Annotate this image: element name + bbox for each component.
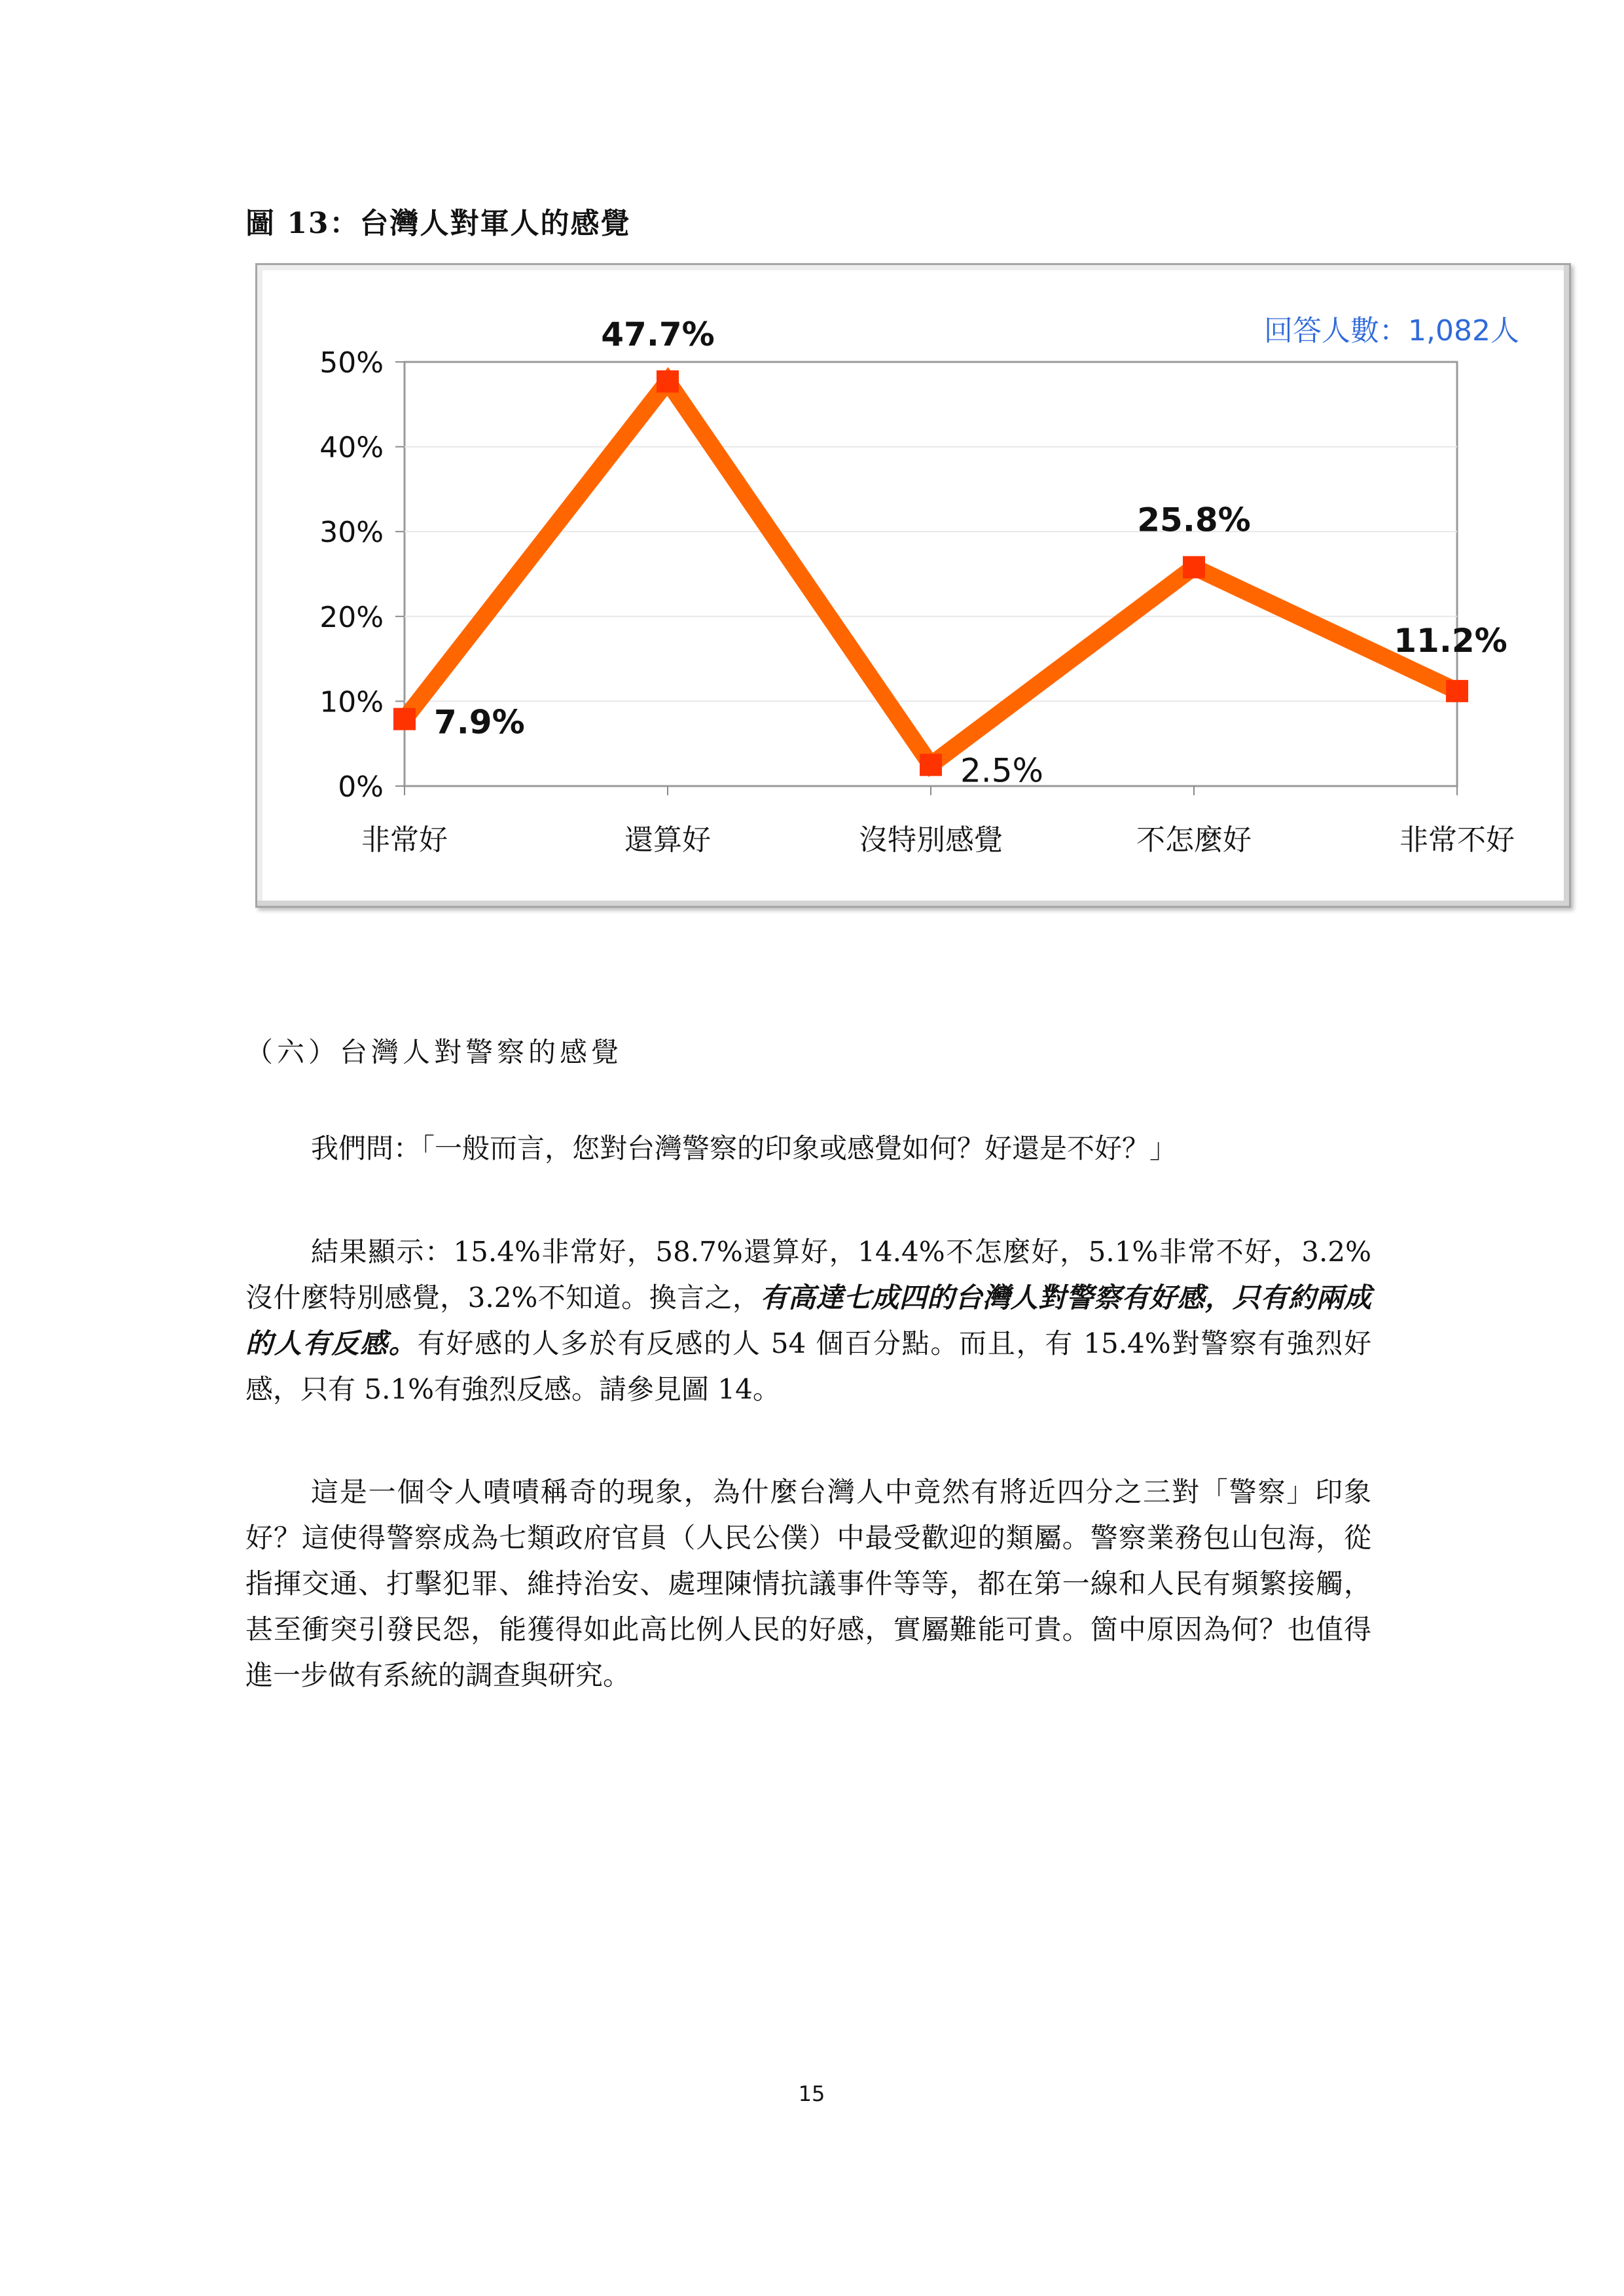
paragraph-discussion: 這是一個令人嘖嘖稱奇的現象，為什麼台灣人中竟然有將近四分之三對「警察」印象好？這使得警察成為七類政府官員（人民公僕）中最受歡迎的類屬。警察業務包山包海，從指揮交通、打擊犯罪、維持治安、處理陳情抗議事件等等，都在第一線和人民有頻繁接觸，甚至衝突引發民怨，能獲得如此高比例人民的好感，實屬難能可貴。箇中原因為何？也值得進一步做有系統的調查與研究。 bbox=[245, 1476, 1371, 1691]
results-text-continued: 有好感的人多於有反感的人 54 個百分點。而且，有 15.4%對警察有強烈好感，只有 5.1%有強烈反感。請參見圖 14。 bbox=[245, 1327, 1371, 1405]
data-label: 25.8% bbox=[1137, 501, 1251, 539]
figure-title: 圖 13：台灣人對軍人的感覺 bbox=[245, 207, 631, 240]
x-category-label: 不怎麼好 bbox=[1136, 823, 1252, 857]
plot-area bbox=[405, 362, 1457, 786]
data-label: 2.5% bbox=[960, 751, 1044, 790]
y-tick-label: 50% bbox=[319, 346, 384, 380]
data-point bbox=[393, 708, 416, 730]
paragraph-results bbox=[245, 1229, 1371, 1412]
respondents-count: 回答人數：1,082人 bbox=[1264, 314, 1519, 348]
paragraph-question: 我們問：「一般而言，您對台灣警察的印象或感覺如何？好還是不好？」 bbox=[311, 1132, 1178, 1164]
y-tick-label: 30% bbox=[319, 516, 384, 550]
y-tick-label: 40% bbox=[319, 431, 384, 465]
line-chart bbox=[257, 265, 1573, 910]
data-label: 11.2% bbox=[1394, 621, 1507, 660]
x-category-label: 非常不好 bbox=[1399, 823, 1515, 857]
section-heading: （六）台灣人對警察的感覺 bbox=[245, 1036, 623, 1068]
data-label: 7.9% bbox=[434, 703, 525, 742]
results-emphasis: 有高達七成四的台灣人對警察有好感，只有約兩成的人有反感。 bbox=[245, 1282, 1371, 1359]
y-tick-label: 20% bbox=[319, 600, 384, 634]
y-tick-label: 10% bbox=[319, 685, 384, 719]
y-tick-label: 0% bbox=[338, 770, 384, 804]
data-point bbox=[1183, 556, 1205, 579]
data-point bbox=[1446, 680, 1468, 702]
data-point bbox=[920, 754, 942, 776]
x-category-label: 非常好 bbox=[361, 823, 448, 857]
x-category-label: 還算好 bbox=[624, 823, 711, 857]
chart-frame bbox=[255, 263, 1571, 908]
data-point bbox=[657, 370, 679, 393]
x-category-label: 沒特別感覺 bbox=[859, 823, 1003, 857]
data-label: 47.7% bbox=[601, 315, 715, 353]
results-text: 結果顯示：15.4%非常好，58.7%還算好，14.4%不怎麼好，5.1%非常不好，3.2%沒什麼特別感覺，3.2%不知道。換言之， bbox=[245, 1236, 1371, 1314]
page-number: 15 bbox=[798, 2081, 825, 2106]
